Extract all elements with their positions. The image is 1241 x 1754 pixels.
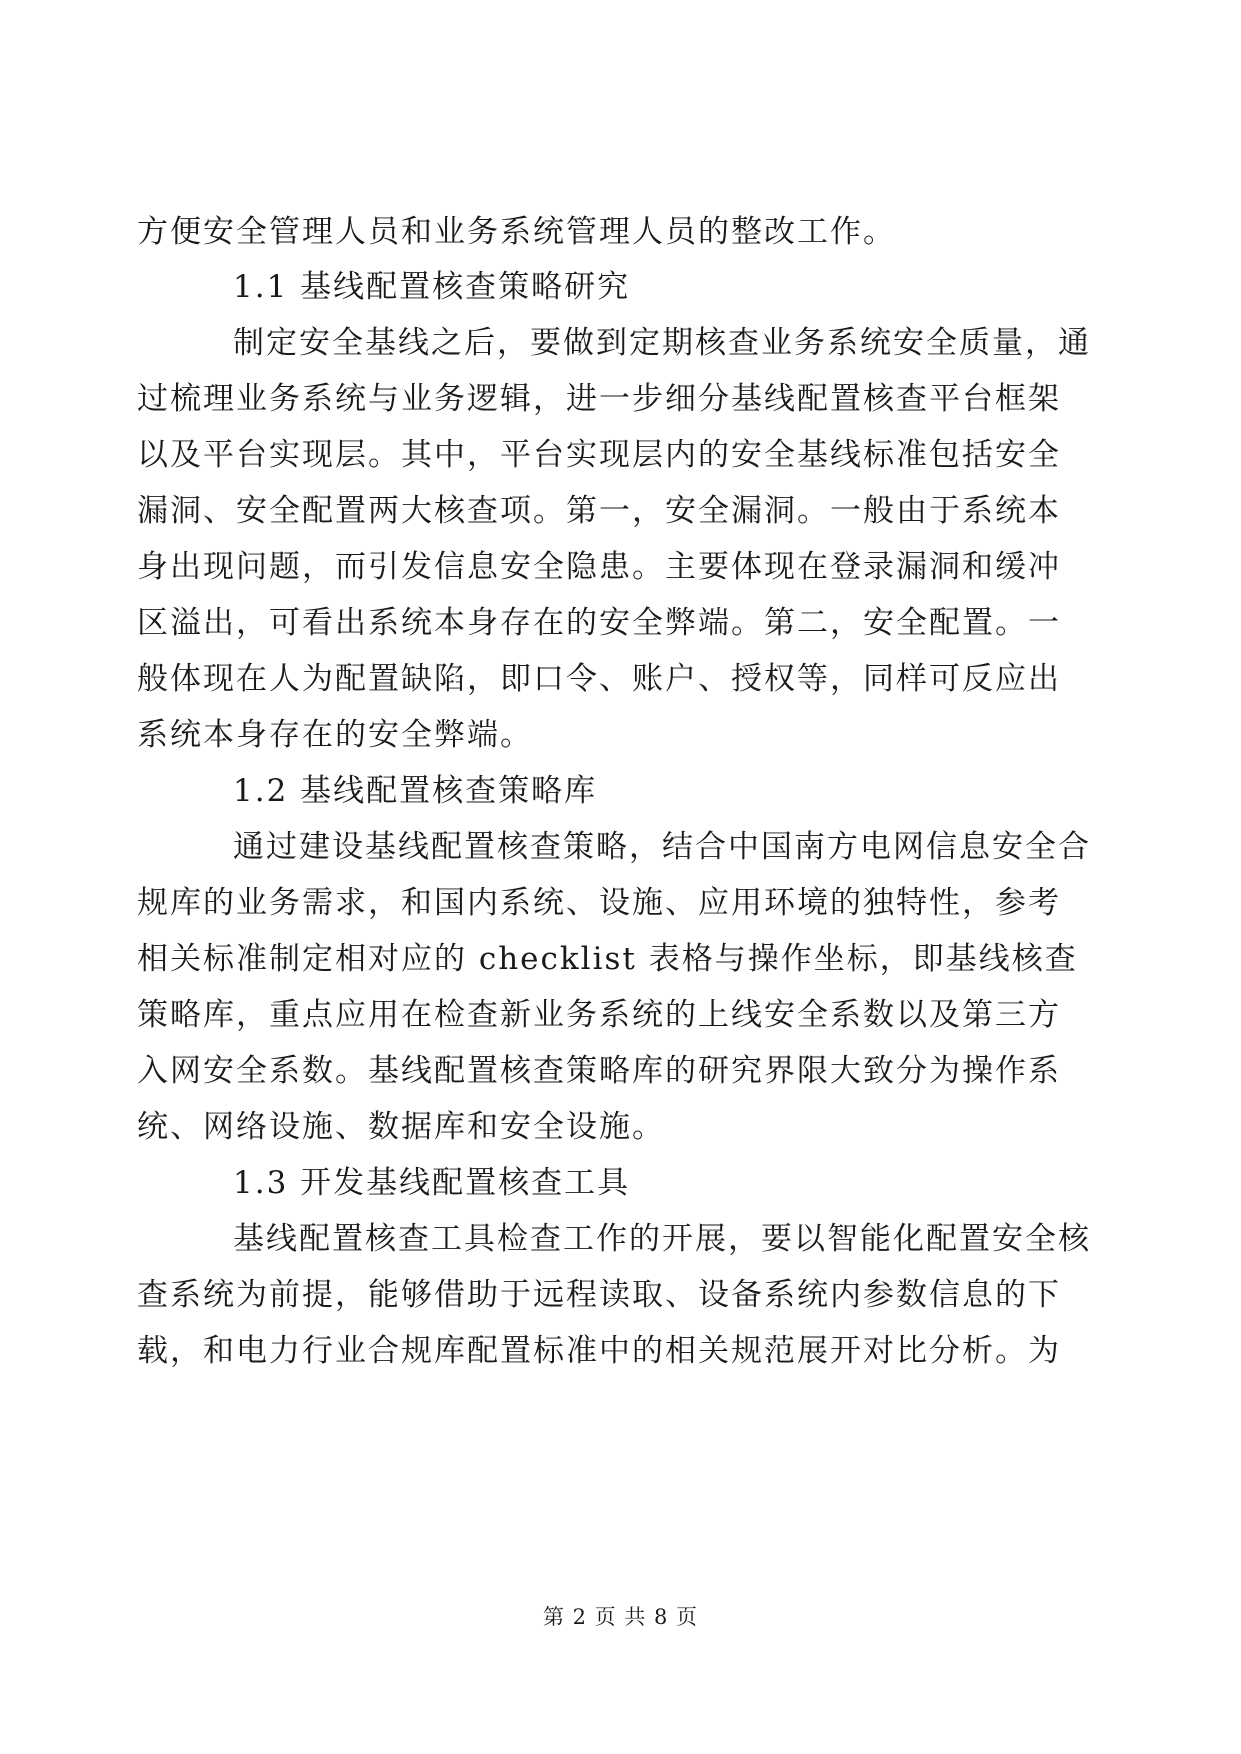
- paragraph-line: 系统本身存在的安全弊端。: [137, 717, 533, 753]
- paragraph-line: 查系统为前提，能够借助于远程读取、设备系统内参数信息的下: [137, 1277, 1061, 1313]
- paragraph-line: 方便安全管理人员和业务系统管理人员的整改工作。: [137, 214, 896, 250]
- paragraph-line: 相关标准制定相对应的 checklist 表格与操作坐标，即基线核查: [137, 941, 1078, 977]
- paragraph-line: 过梳理业务系统与业务逻辑，进一步细分基线配置核查平台框架: [137, 381, 1061, 417]
- paragraph-line: 制定安全基线之后，要做到定期核查业务系统安全质量，通: [233, 325, 1091, 361]
- paragraph-line: 般体现在人为配置缺陷，即口令、账户、授权等，同样可反应出: [137, 661, 1061, 697]
- paragraph-line: 统、网络设施、数据库和安全设施。: [137, 1109, 665, 1145]
- paragraph-line: 载，和电力行业合规库配置标准中的相关规范展开对比分析。为: [137, 1333, 1061, 1369]
- paragraph-line: 规库的业务需求，和国内系统、设施、应用环境的独特性，参考: [137, 885, 1061, 921]
- paragraph-line: 入网安全系数。基线配置核查策略库的研究界限大致分为操作系: [137, 1053, 1061, 1089]
- paragraph-line: 基线配置核查工具检查工作的开展，要以智能化配置安全核: [233, 1221, 1091, 1257]
- paragraph-line: 漏洞、安全配置两大核查项。第一，安全漏洞。一般由于系统本: [137, 493, 1061, 529]
- page-number-footer: 第 2 页 共 8 页: [542, 1605, 699, 1629]
- section-heading-1-1: 1.1 基线配置核查策略研究: [233, 269, 631, 305]
- paragraph-line: 策略库，重点应用在检查新业务系统的上线安全系数以及第三方: [137, 997, 1061, 1033]
- paragraph-line: 区溢出，可看出系统本身存在的安全弊端。第二，安全配置。一: [137, 605, 1061, 641]
- section-heading-1-3: 1.3 开发基线配置核查工具: [233, 1165, 631, 1201]
- paragraph-line: 身出现问题，而引发信息安全隐患。主要体现在登录漏洞和缓冲: [137, 549, 1061, 585]
- paragraph-line: 以及平台实现层。其中，平台实现层内的安全基线标准包括安全: [137, 437, 1061, 473]
- section-heading-1-2: 1.2 基线配置核查策略库: [233, 773, 598, 809]
- paragraph-line: 通过建设基线配置核查策略，结合中国南方电网信息安全合: [233, 829, 1091, 865]
